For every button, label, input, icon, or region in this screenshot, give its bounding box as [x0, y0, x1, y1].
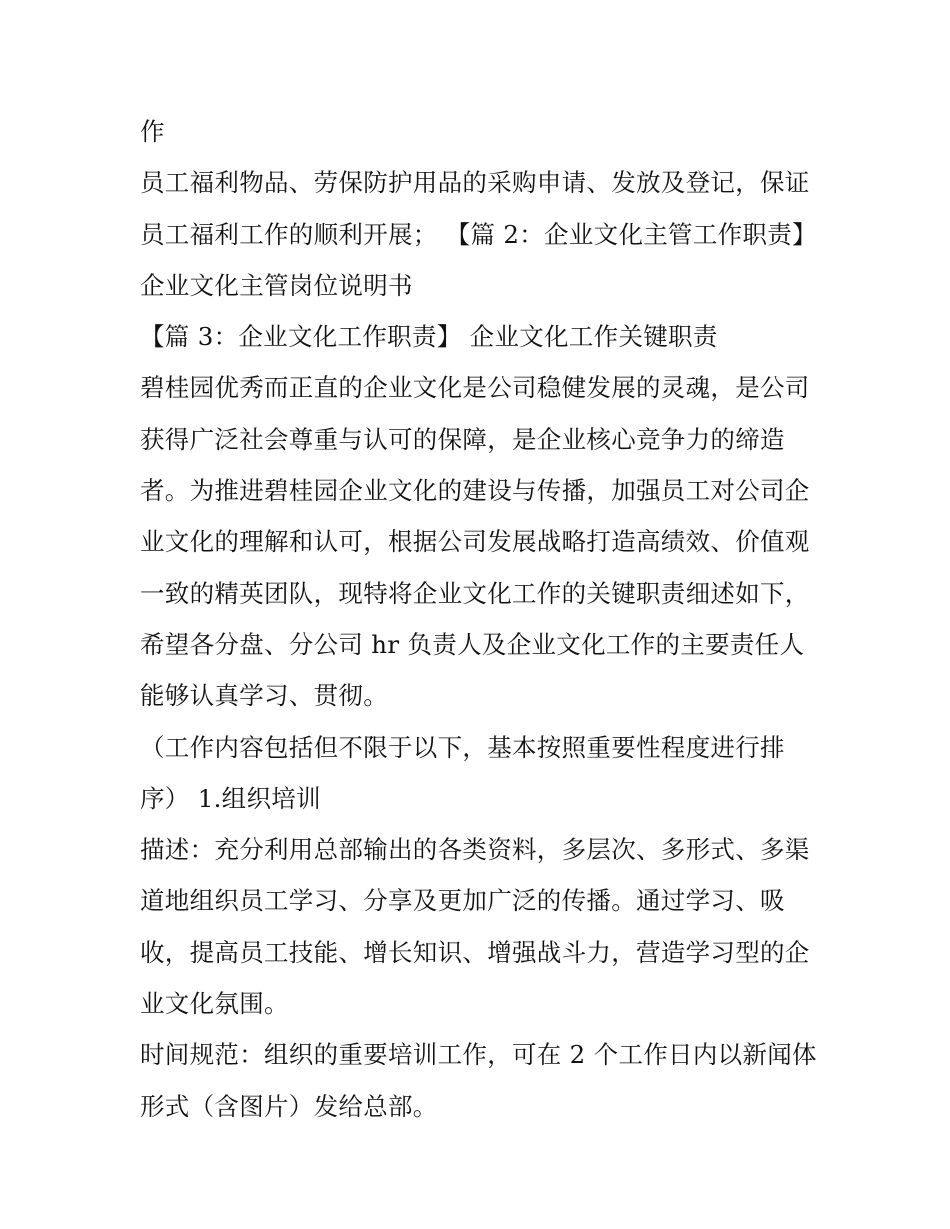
- text-line: 者。为推进碧桂园企业文化的建设与传播，加强员工对公司企: [140, 476, 810, 506]
- text-line: 作: [140, 117, 165, 146]
- text-line: 收，提高员工技能、增长知识、增强战斗力，营造学习型的企: [140, 937, 810, 967]
- text-line: 一致的精英团队，现特将企业文化工作的关键职责细述如下，: [140, 578, 810, 608]
- text-line: 获得广泛社会尊重与认可的保障，是企业核心竞争力的缔造: [140, 424, 785, 454]
- text-line: 碧桂园优秀而正直的企业文化是公司稳健发展的灵魂，是公司: [140, 373, 810, 403]
- text-line: 形式（含图片）发给总部。: [140, 1091, 438, 1121]
- text-line: 【篇 3：企业文化工作职责】 企业文化工作关键职责: [140, 322, 718, 352]
- text-line: 时间规范：组织的重要培训工作，可在 2 个工作日内以新闻体: [140, 1040, 817, 1070]
- text-line: （工作内容包括但不限于以下，基本按照重要性程度进行排: [140, 732, 785, 762]
- text-line: 描述：充分利用总部输出的各类资料，多层次、多形式、多渠: [140, 835, 810, 865]
- text-line: 业文化氛围。: [140, 989, 289, 1019]
- text-line: 员工福利物品、劳保防护用品的采购申请、发放及登记，保证: [140, 168, 810, 198]
- text-line: 能够认真学习、贯彻。: [140, 681, 388, 711]
- text-line: 道地组织员工学习、分享及更加广泛的传播。通过学习、吸: [140, 886, 785, 916]
- text-line: 希望各分盘、分公司 hr 负责人及企业文化工作的主要责任人: [140, 629, 805, 659]
- text-line: 员工福利工作的顺利开展； 【篇 2：企业文化主管工作职责】: [140, 219, 817, 249]
- text-line: 企业文化主管岗位说明书: [140, 270, 413, 300]
- text-line: 序） 1.组织培训: [140, 783, 321, 813]
- text-line: 业文化的理解和认可，根据公司发展战略打造高绩效、价值观: [140, 527, 810, 557]
- document-body: [140, 106, 820, 1132]
